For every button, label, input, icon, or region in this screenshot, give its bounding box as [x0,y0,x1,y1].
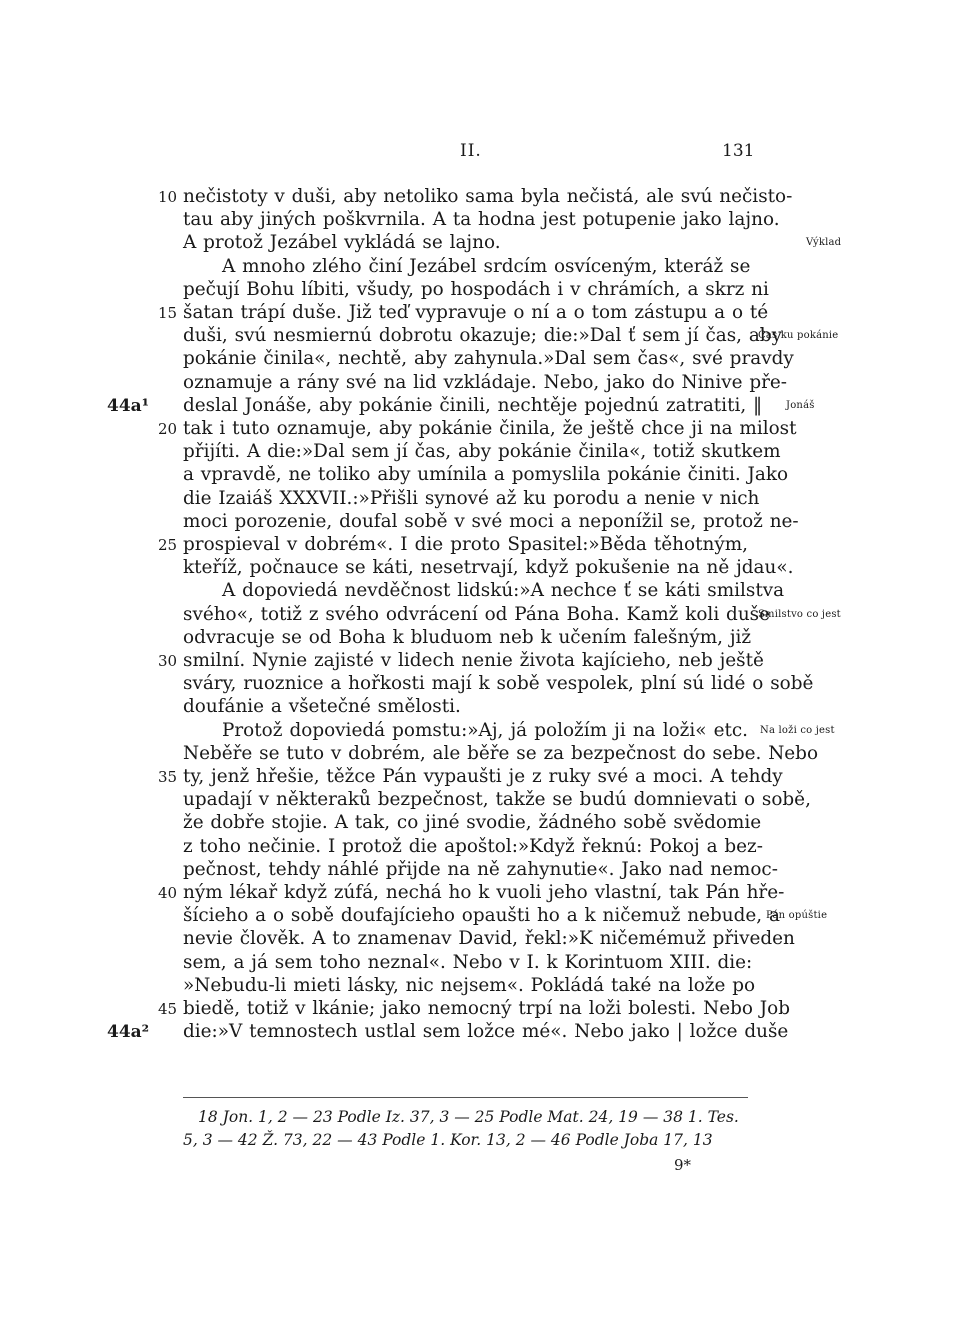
text-line: odvracuje se od Boha k bluduom neb k učením falešným, již [183,627,752,648]
margin-note: Čas ku pokánie [758,330,839,341]
text-line: sváry, ruoznice a hořkosti mají k sobě vespolek, plní sú lidé o sobě [183,673,814,694]
text-line: že dobře stojie. A tak, co jiné svodie, žádného sobě svědomie [183,812,762,833]
page-header-section: II. [460,141,482,161]
text-line: duši, svú nesmiernú dobrotu okazuje; die:»Dal ť sem jí čas, aby [183,325,782,346]
text-line: kteříž, počnauce se káti, nesetrvají, když pokušenie na ně jdau«. [183,557,794,578]
line-number: 35 [158,768,178,786]
text-line: die:»V temnostech ustlal sem ložce mé«. Nebo jako | ložce duše [183,1021,789,1042]
text-line: a vpravdě, ne toliko aby umínila a pomyslila pokánie činiti. Jako [183,464,789,485]
text-line: die Izaiáš XXXVII.:»Přišli synové až ku porodu a nenie v nich [183,488,760,509]
text-line: ným lékař když zúfá, nechá ho k vuoli jeho vlastní, tak Pán hře- [183,882,785,903]
margin-note: Smilstvo co jest [758,609,841,620]
margin-note: Jonáš [786,400,815,411]
footnote-line: 5, 3 — 42 Ž. 73, 22 — 43 Podle 1. Kor. 13, 2 — 46 Podle Joba 17, 13 [183,1131,713,1149]
line-number: 40 [158,884,178,902]
text-line: pečují Bohu líbiti, všudy, po hospodách i v chrámích, a skrz ni [183,279,769,300]
text-line: přijíti. A die:»Dal sem jí čas, aby pokánie činila«, totiž skutkem [183,441,781,462]
text-line: oznamuje a rány své na lid vzkládaje. Nebo, jako do Ninive pře- [183,372,788,393]
text-line: tau aby jiných poškvrnila. A ta hodna jest potupenie jako lajno. [183,209,780,230]
text-line: Neběře se tuto v dobrém, ale běře se za bezpečnost do sebe. Nebo [183,743,819,764]
line-number: 15 [158,304,178,322]
text-line: pečnost, tehdy náhlé přijde na ně zahynutie«. Jako nad nemoc- [183,859,778,880]
line-number: 20 [158,420,178,438]
text-line: nečistoty v duši, aby netoliko sama byla nečistá, ale svú nečisto- [183,186,793,207]
text-line: doufánie a všetečné smělosti. [183,696,461,717]
margin-note: Na loži co jest [760,725,835,736]
text-line: moci porozenie, doufal sobě v své moci a neponížil se, protož ne- [183,511,799,532]
footnote-line: 18 Jon. 1, 2 — 23 Podle Iz. 37, 3 — 25 Podle Mat. 24, 19 — 38 1. Tes. [198,1108,739,1126]
text-line: z toho nečinie. I protož die apoštol:»Když řeknú: Pokoj a bez- [183,836,763,857]
text-line: A mnoho zlého činí Jezábel srdcím osvíceným, kteráž se [222,256,751,277]
text-line: sem, a já sem toho neznal«. Nebo v I. k Korintuom XIII. die: [183,952,753,973]
text-line: Protož dopoviedá pomstu:»Aj, já položím ji na loži« etc. [222,720,748,741]
page-number: 131 [722,141,755,161]
line-number: 10 [158,188,178,206]
text-line: šícieho a o sobě doufajícieho opaušti ho a k ničemuž nebude, a [183,905,780,926]
folio-mark: 44a¹ [107,396,150,416]
text-line: upadají v některaků bezpečnost, takže se budú domnievati o sobě, [183,789,811,810]
line-number: 45 [158,1000,178,1018]
text-line: šatan trápí duše. Již teď vypravuje o ní a o tom zástupu a o té [183,302,769,323]
text-line: prospieval v dobrém«. I die proto Spasitel:»Běda těhotným, [183,534,748,555]
text-line: biedě, totiž v lkánie; jako nemocný trpí na loži bolesti. Nebo Job [183,998,790,1019]
text-line: nevie člověk. A to znamenav David, řekl:»K ničemémuž přiveden [183,928,795,949]
text-line: A protož Jezábel vykládá se lajno. [183,232,501,253]
text-line: pokánie činila«, nechtě, aby zahynula.»Dal sem čas«, své pravdy [183,348,794,369]
line-number: 30 [158,652,178,670]
margin-note: Výklad [806,237,842,248]
text-line: deslal Jonáše, aby pokánie činili, nechtěje pojednú zatratiti, ‖ [183,395,763,416]
line-number: 25 [158,536,178,554]
footnote-rule [183,1097,748,1098]
margin-note: Pán opúštie [766,910,828,921]
folio-mark: 44a² [107,1022,150,1042]
text-line: smilní. Nynie zajisté v lidech nenie života kajícieho, neb ještě [183,650,764,671]
text-line: tak i tuto oznamuje, aby pokánie činila, že ještě chce ji na milost [183,418,797,439]
text-line: »Nebudu-li mieti lásky, nic nejsem«. Pokládá také na lože po [183,975,756,996]
text-line: svého«, totiž z svého odvrácení od Pána Boha. Kamž koli duše [183,604,770,625]
text-line: A dopoviedá nevděčnost lidskú:»A nechce ť se káti smilstva [222,580,785,601]
text-line: ty, jenž hřešie, těžce Pán vypaušti je z ruky své a moci. A tehdy [183,766,783,787]
signature-mark: 9* [674,1156,692,1174]
